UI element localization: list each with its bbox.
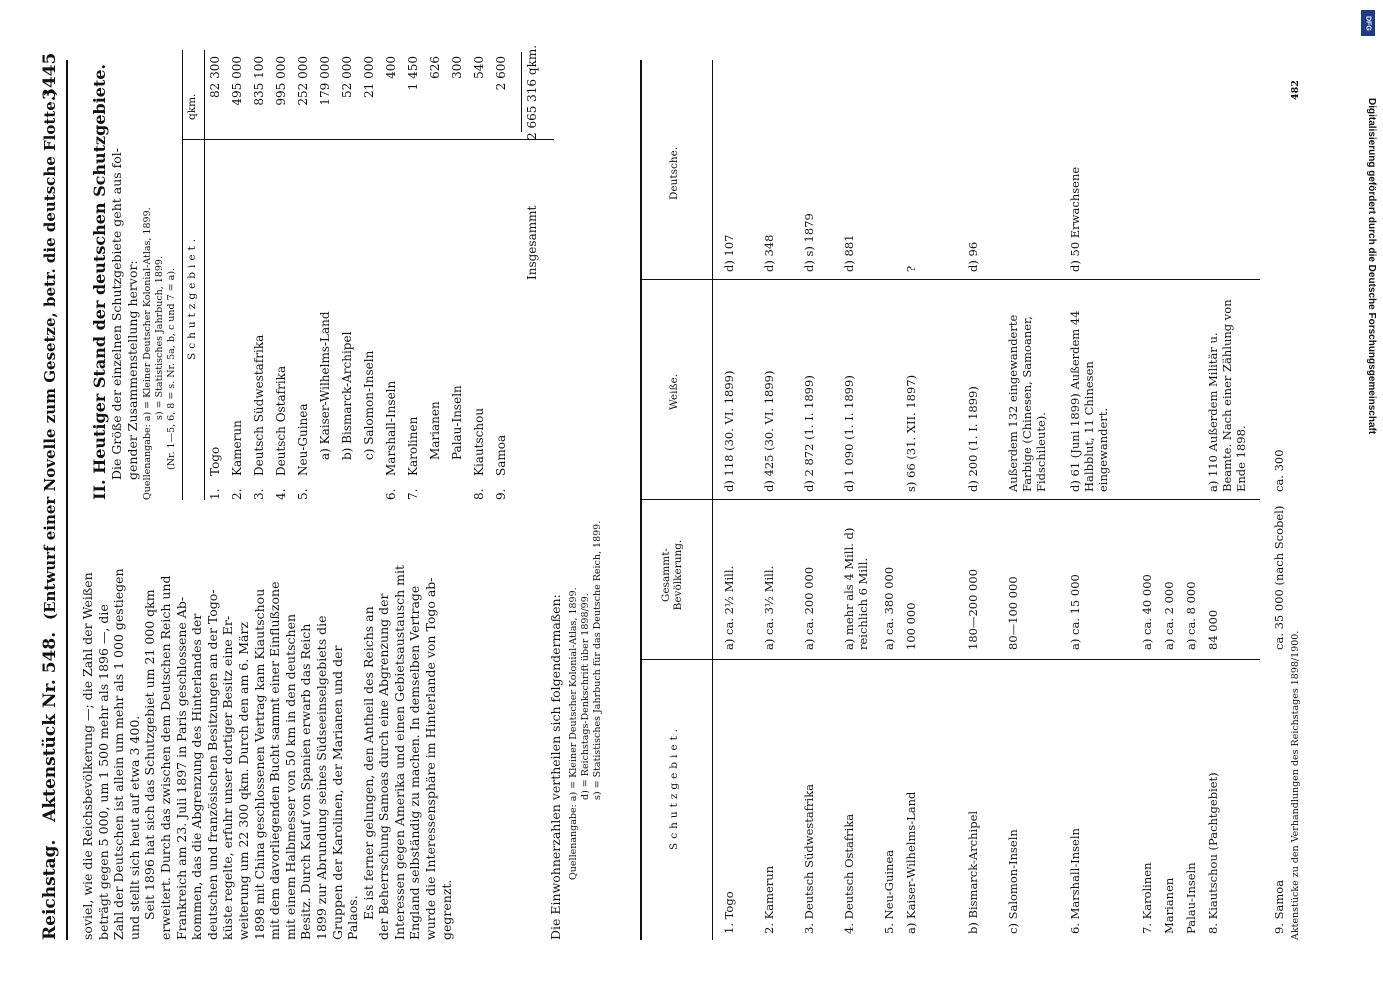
area-table-body — [208, 50, 516, 500]
header-rule — [66, 60, 68, 940]
text-line: 1898 mit China geschlossenen Vertrag kam Kiautschou — [251, 588, 267, 940]
population-table-body — [720, 60, 1330, 940]
pop-cell-german: d) s) 1879 — [802, 213, 816, 272]
area-row — [340, 50, 362, 500]
population-row — [840, 60, 880, 940]
area-row — [472, 50, 494, 500]
area-row-number: 3. — [252, 488, 266, 500]
pop-cell-total: a) ca. 200 000 — [802, 566, 816, 650]
footer-left: Aktenstücke zu den Verhandlungen des Reichstages 1898/1900. — [1290, 630, 1301, 940]
pop-cell-white: d) 2 872 (1. I. 1899) — [802, 375, 816, 492]
area-row-qkm: 626 — [428, 56, 442, 79]
pop-cell-total: 180—200 000 — [966, 568, 980, 650]
area-row — [274, 50, 296, 500]
pop-cell-german: d) 107 — [722, 234, 736, 272]
area-row-name: Marshall-Inseln — [384, 380, 398, 476]
header-subtitle: (Entwurf einer Novelle zum Gesetze, betr. die deutsche Flotte.) — [41, 88, 59, 621]
pop-header-german: Deutsche. — [668, 146, 680, 200]
pop-cell-name: 5. Neu-Guinea — [882, 849, 896, 934]
text-line: erweitert. Durch das zwischen dem Deutschen Reich und — [157, 575, 173, 940]
population-row — [1160, 60, 1182, 940]
pop-cell-total: a) ca. 40 000 — [1140, 574, 1154, 650]
pop-cell-total: 84 000 — [1206, 609, 1220, 650]
text-line: Zahl der Deutschen ist allein um mehr als 1 000 gestiegen — [111, 568, 127, 940]
intro-line-2: gender Zusammenstellung hervor: — [124, 260, 140, 480]
pop-cell-total: 100 000 — [904, 602, 918, 650]
area-row-name: Samoa — [494, 434, 508, 476]
pop-cell-german: ? — [904, 265, 918, 272]
pop-cell-total: a) ca. 3½ Mill. — [762, 565, 776, 650]
area-source-a: Quellenangabe: a) = Kleiner Deutscher Kolonial-Atlas, 1899. — [142, 207, 154, 500]
pop-cell-total: a) ca. 15 000 — [1068, 574, 1082, 650]
population-sources — [568, 521, 604, 880]
area-row-qkm: 21 000 — [362, 56, 376, 98]
area-row-qkm: 82 300 — [208, 56, 222, 98]
pop-header-name: Schutzgebiet. — [668, 724, 680, 850]
page-number: 3445 — [40, 52, 60, 100]
population-row — [1004, 60, 1066, 940]
area-row — [428, 50, 450, 500]
pop-cell-name: b) Bismarck-Archipel — [966, 810, 980, 934]
pop-source-d: d) = Reichstags-Denkschrift über 1898/99. — [580, 593, 591, 800]
pop-cell-white: d) 61 (Juni 1899) Außerdem 44 Halbblut, 11 Chinesen eingewandert. — [1068, 310, 1110, 492]
pop-cell-name: c) Salomon-Inseln — [1006, 829, 1020, 934]
area-row-qkm: 1 450 — [406, 56, 420, 91]
pop-cell-name: 3. Deutsch Südwestafrika — [802, 783, 816, 934]
section-2 — [90, 50, 178, 500]
area-row-name: Deutsch Südwestafrika — [252, 334, 266, 476]
text-line: wurde die Interessensphäre im Hinterlande von Togo ab- — [423, 577, 439, 940]
text-line: Besitz. Durch Kauf von Spanien erwarb das Reich — [298, 623, 314, 940]
area-row-name: Neu-Guinea — [296, 403, 310, 476]
population-intro: Die Einwohnerzahlen vertheilen sich folgendermaßen: — [548, 594, 563, 940]
area-row-name: Marianen — [428, 401, 442, 460]
pop-cell-total: a) ca. 8 000 — [1184, 581, 1198, 650]
pop-header-total: Gesammt-Bevölkerung. — [660, 539, 684, 611]
area-row-name: Kamerun — [230, 420, 244, 476]
text-line: 1899 zur Abrundung seines Südseeinselgebiets die — [313, 615, 329, 940]
pop-cell-total: a) mehr als 4 Mill. d) reichlich 6 Mill. — [842, 527, 870, 650]
population-row — [1182, 60, 1204, 940]
pop-cell-white: d) 1 090 (1. I. 1899) — [842, 375, 856, 492]
section-2-heading: II. Heutiger Stand der deutschen Schutzgebiete. — [90, 63, 109, 500]
area-row-number: 2. — [230, 488, 244, 500]
area-row-qkm: 400 — [384, 56, 398, 79]
pop-cell-name: 7. Karolinen — [1140, 862, 1154, 934]
pop-table-header-rule — [712, 60, 713, 940]
text-line: und stellt sich heut auf etwa 3 400. — [126, 715, 142, 940]
pop-cell-name: a) Kaiser-Wilhelms-Land — [904, 791, 918, 934]
text-line: kommen, das die Abgrenzung des Hinterlandes der — [189, 613, 205, 940]
pop-cell-name: 4. Deutsch Ostafrika — [842, 813, 856, 934]
area-row-name: b) Bismarck-Archipel — [340, 331, 354, 460]
pop-cell-white: d) 200 (1. I. 1899) — [966, 386, 980, 492]
pop-cell-total: a) ca. 380 000 — [882, 566, 896, 650]
pop-cell-name: 1. Togo — [722, 891, 736, 934]
text-line: Frankreich am 23. Juli 1897 in Paris geschlossene Ab- — [173, 596, 189, 940]
text-line: weiterung um 22 300 qkm. Durch den am 6. März — [235, 621, 251, 940]
pop-cell-name: 2. Kamerun — [762, 865, 776, 934]
pop-cell-white: d) 425 (30. VI. 1899) — [762, 370, 776, 492]
text-line: der Beherrschung Samoas durch eine Abgrenzung der — [376, 593, 392, 940]
area-row-number: 5. — [296, 488, 310, 500]
area-row — [230, 50, 252, 500]
population-row — [1066, 60, 1138, 940]
pop-cell-total: a) ca. 2½ Mill. — [722, 565, 736, 650]
area-row-qkm: 252 000 — [296, 56, 310, 106]
pop-table-top-rule — [640, 60, 642, 940]
area-row-qkm: 52 000 — [340, 56, 354, 98]
pop-cell-name: Palau-Inseln — [1184, 862, 1198, 934]
pop-cell-white: d) 118 (30. VI. 1899) — [722, 370, 736, 492]
area-source-note: (Nr. 1—5, 6, 8 = s. Nr. 5a, b, c und 7 = a). — [166, 267, 178, 470]
area-row — [362, 50, 384, 500]
text-line: Gruppen der Karolinen, der Marianen und der — [329, 645, 345, 940]
pop-cell-german: d) 50 Erwachsene — [1068, 166, 1082, 272]
area-row-name: c) Salomon-Inseln — [362, 350, 376, 460]
area-col-header-qkm: qkm. — [186, 93, 198, 120]
area-row-name: Karolinen — [406, 416, 420, 476]
area-row — [296, 50, 318, 500]
area-row-qkm: 495 000 — [230, 56, 244, 106]
paragraph-3 — [361, 510, 455, 940]
area-row-name: Kiautschou — [472, 407, 486, 476]
area-row — [208, 50, 230, 500]
pop-cell-name: 8. Kiautschou (Pachtgebiet) — [1206, 772, 1220, 934]
text-line: Interessen gegen Amerika und einen Gebietsaustausch mit — [391, 564, 407, 940]
pop-header-white: Weiße. — [668, 373, 680, 410]
pop-cell-white: s) 66 (31. XII. 1897) — [904, 374, 918, 492]
area-row-name: Palau-Inseln — [450, 385, 464, 460]
population-row — [720, 60, 760, 940]
pop-cell-white: a) 110 Außerdem Militär u. Beamte. Nach einer Zählung von Ende 1898. — [1206, 299, 1248, 492]
funding-strip — [1359, 10, 1379, 990]
area-col-header-name: Schutzgebiet. — [186, 234, 198, 360]
text-line: mit dem davorliegenden Bucht sammt einer Einflußzone — [267, 581, 283, 940]
pop-cell-total: 80—100 000 — [1006, 576, 1020, 650]
area-row-qkm: 540 — [472, 56, 486, 79]
pop-cell-white: Außerdem 132 eingewanderte Farbige (Chinesen, Samoaner, Fidschileute). — [1006, 314, 1048, 492]
paragraph-1 — [80, 510, 142, 940]
area-total-value: 2 665 316 qkm. — [525, 44, 539, 140]
population-row — [760, 60, 800, 940]
area-row-number: 6. — [384, 488, 398, 500]
population-row — [964, 60, 1004, 940]
text-line: Es ist ferner gelungen, den Antheil des Reichs an — [360, 606, 376, 920]
population-row — [902, 60, 964, 940]
text-line: mit einem Halbmesser von 50 km in den deutschen — [282, 613, 298, 940]
area-table-header-rule — [204, 50, 205, 500]
pop-cell-total: a) ca. 2 000 — [1162, 581, 1176, 650]
area-row-name: Deutsch Ostafrika — [274, 365, 288, 476]
pop-cell-name: Marianen — [1162, 877, 1176, 934]
area-row-qkm: 300 — [450, 56, 464, 79]
header-title: Aktenstück Nr. 548. — [40, 631, 60, 822]
area-row-qkm: 835 100 — [252, 56, 266, 106]
pop-cell-name: 6. Marshall-Inseln — [1068, 828, 1082, 934]
area-source-s: s) = Statistisches Jahrbuch, 1899. — [154, 256, 166, 420]
pop-cell-name: 9. Samoa — [1272, 879, 1286, 934]
area-row-name: Togo — [208, 446, 222, 476]
area-row — [318, 50, 340, 500]
pop-cell-german: d) 348 — [762, 234, 776, 272]
paragraph-2 — [142, 510, 360, 940]
population-row — [1204, 60, 1270, 940]
area-row — [494, 50, 516, 500]
section-2-sources — [142, 50, 178, 500]
section-2-intro — [109, 50, 140, 500]
area-row-number: 8. — [472, 488, 486, 500]
text-line: küste regelte, erfuhr unser dortiger Besitz eine Er- — [220, 615, 236, 940]
area-row-qkm: 2 600 — [494, 56, 508, 91]
pop-cell-german: d) 96 — [966, 241, 980, 272]
area-row-qkm: 179 000 — [318, 56, 332, 106]
area-row-qkm: 995 000 — [274, 56, 288, 106]
area-table-top-rule — [182, 50, 183, 500]
text-line: Palaos. — [345, 895, 361, 940]
area-total-rule — [521, 52, 522, 132]
funding-note: Digitalisierung gefördert durch die Deutsche Forschungsgemeinschaft — [1366, 98, 1377, 435]
text-line: gegrenzt. — [438, 879, 454, 940]
header-left: Reichstag. — [40, 839, 60, 940]
population-row — [800, 60, 840, 940]
text-line: soviel, wie die Reichsbevölkerung —; die Zahl der Weißen — [80, 572, 95, 940]
text-line: beträgt gegen 5 000, um 1 500 mehr als 1896 —, die — [95, 604, 111, 940]
footer-page: 482 — [1290, 80, 1301, 100]
dfg-logo: DFG — [1361, 10, 1375, 36]
population-row — [880, 60, 902, 940]
text-line: deutschen und französischen Besitzungen an der Togo- — [204, 589, 220, 940]
text-line: Seit 1896 hat sich das Schutzgebiet um 21 000 qkm — [142, 589, 158, 920]
left-column — [80, 510, 454, 940]
area-row — [406, 50, 428, 500]
pop-cell-german: d) 881 — [842, 234, 856, 272]
area-row — [384, 50, 406, 500]
intro-line-1: Die Größe der einzelnen Schutzgebiete geht aus fol- — [109, 147, 124, 480]
area-row-number: 7. — [406, 488, 420, 500]
pop-cell-total: ca. 35 000 (nach Scobel) — [1272, 505, 1286, 650]
pop-source-a: Quellenangabe: a) = Kleiner Deutscher Kolonial-Atlas, 1899. — [568, 587, 579, 880]
area-row-name: a) Kaiser-Wilhelms-Land — [318, 311, 332, 460]
area-row — [450, 50, 472, 500]
running-header — [40, 89, 60, 940]
pop-cell-white: ca. 300 — [1272, 449, 1286, 492]
area-row-number: 1. — [208, 488, 222, 500]
pop-source-s: s) = Statistisches Jahrbuch für das Deutsche Reich, 1899. — [592, 520, 603, 800]
area-total-label: Insgesammt — [525, 205, 539, 280]
text-line: England selbständig zu machen. In demselben Vertrage — [407, 585, 423, 940]
population-row — [1138, 60, 1160, 940]
area-row-number: 9. — [494, 488, 508, 500]
area-row — [252, 50, 274, 500]
area-row-number: 4. — [274, 488, 288, 500]
